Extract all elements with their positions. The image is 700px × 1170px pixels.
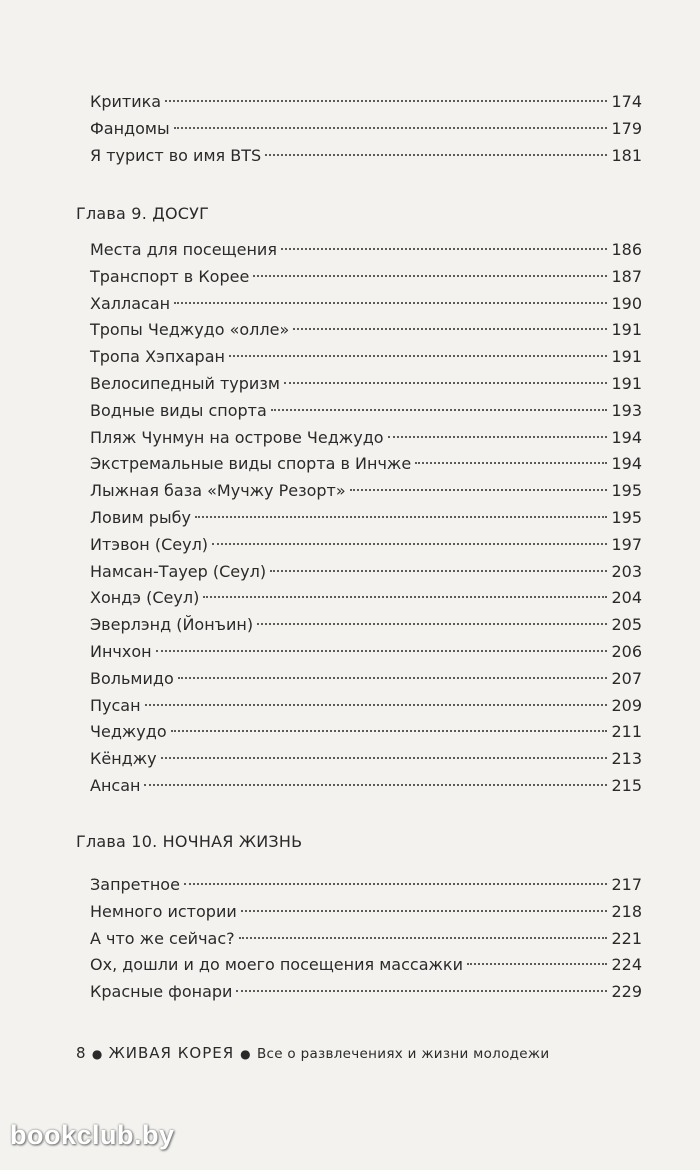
dot-leader <box>293 328 607 330</box>
chapter-heading: Глава 9. ДОСУГ <box>76 204 210 223</box>
toc-entry <box>90 237 642 264</box>
toc-entry <box>90 872 642 899</box>
toc-entry-title: Итэвон (Сеул) <box>90 534 209 554</box>
toc-entry-title: Запретное <box>90 875 180 894</box>
toc-entry-page: 213 <box>611 749 642 769</box>
dot-leader <box>388 436 608 438</box>
dot-leader <box>284 382 608 384</box>
toc-entry <box>90 666 642 693</box>
dot-leader <box>270 570 607 572</box>
dot-leader <box>350 489 608 491</box>
toc-entry-page: 221 <box>611 928 642 948</box>
toc-entry <box>90 371 642 398</box>
toc-entry-page: 215 <box>611 775 642 795</box>
toc-entry-title: Фандомы <box>90 118 170 138</box>
dot-leader <box>156 650 608 652</box>
dot-leader <box>195 516 608 518</box>
dot-leader <box>212 543 607 545</box>
toc-entry-page: 191 <box>611 373 642 393</box>
toc-entry-page: 186 <box>611 240 642 259</box>
dot-leader <box>145 704 608 706</box>
toc-entry <box>90 291 642 318</box>
toc-entry-title: Тропа Хэпхаран <box>90 347 225 367</box>
chapter9-group <box>90 237 642 800</box>
toc-entry <box>90 398 642 425</box>
page-footer <box>76 1042 549 1065</box>
dot-leader <box>265 154 607 156</box>
toc-entry-title: Намсан-Тауер (Сеул) <box>90 561 267 581</box>
toc-entry <box>90 451 642 478</box>
toc-entry-title: Пусан <box>90 695 141 715</box>
toc-entry-page: 229 <box>611 982 642 1002</box>
dot-leader <box>241 910 608 912</box>
toc-entry <box>90 478 642 505</box>
dot-leader <box>239 937 608 939</box>
toc-entry <box>90 143 642 170</box>
toc-entry-page: 194 <box>611 454 642 474</box>
dot-leader <box>178 677 608 679</box>
toc-entry-title: Красные фонари <box>90 982 233 1002</box>
footer-page-number: 8 <box>76 1044 86 1062</box>
toc-entry-title: Транспорт в Корее <box>90 266 250 286</box>
toc-entry-title: Велосипедный туризм <box>90 373 280 393</box>
toc-entry-title: Места для посещения <box>90 240 277 259</box>
toc-entry-page: 207 <box>611 668 642 688</box>
toc-entry-title: Ансан <box>90 775 141 795</box>
toc-entry-page: 187 <box>611 266 642 286</box>
dot-leader <box>171 730 608 732</box>
toc-entry-page: 179 <box>611 118 642 138</box>
toc-entry-page: 218 <box>611 901 642 921</box>
dot-leader <box>271 409 608 411</box>
toc-entry-title: Кёнджу <box>90 749 157 769</box>
toc-entry-page: 204 <box>611 588 642 608</box>
toc-entry <box>90 89 642 116</box>
toc-entry <box>90 746 642 773</box>
footer-series-title: ЖИВАЯ КОРЕЯ <box>108 1044 235 1062</box>
toc-entry <box>90 532 642 559</box>
dot-leader <box>281 248 608 250</box>
watermark: bookclub.by <box>10 1120 175 1150</box>
toc-entry <box>90 505 642 532</box>
dot-leader <box>415 462 607 464</box>
toc-entry-title: Критика <box>90 92 162 111</box>
toc-entry <box>90 116 642 143</box>
dot-leader <box>467 963 607 965</box>
toc-entry-page: 203 <box>611 561 642 581</box>
toc-entry-title: Пляж Чунмун на острове Чеджудо <box>90 427 384 447</box>
dot-leader <box>161 757 608 759</box>
dot-leader <box>174 302 607 304</box>
toc-entry <box>90 979 642 1006</box>
dot-leader <box>184 883 608 885</box>
toc-entry-page: 211 <box>611 722 642 742</box>
toc-entry <box>90 693 642 720</box>
dot-leader <box>253 275 607 277</box>
toc-entry-page: 181 <box>611 145 642 165</box>
toc-entry <box>90 719 642 746</box>
toc-entry-title: Халласан <box>90 293 171 313</box>
toc-entry-page: 195 <box>611 507 642 527</box>
toc-entry-page: 195 <box>611 481 642 501</box>
toc-entry-page: 174 <box>611 92 642 111</box>
toc-entry-title: Ловим рыбу <box>90 507 191 527</box>
bullet-icon: ● <box>91 1047 103 1061</box>
toc-entry <box>90 425 642 452</box>
toc-entry-page: 190 <box>611 293 642 313</box>
toc-entry-title: Эверлэнд (Йонъин) <box>90 615 254 635</box>
toc-entry <box>90 639 642 666</box>
toc-entry-page: 197 <box>611 534 642 554</box>
toc-entry-title: Чеджудо <box>90 722 167 742</box>
toc-entry-title: Немного истории <box>90 901 237 921</box>
toc-top-group <box>90 89 642 169</box>
toc-entry-title: Ох, дошли и до моего посещения массажки <box>90 955 463 975</box>
toc-entry-page: 206 <box>611 641 642 661</box>
toc-entry-title: А что же сейчас? <box>90 928 235 948</box>
toc-entry-title: Инчхон <box>90 641 152 661</box>
dot-leader <box>165 100 607 102</box>
chapter10-group <box>90 872 642 1006</box>
toc-entry-page: 205 <box>611 615 642 635</box>
chapter-heading: Глава 10. НОЧНАЯ ЖИЗНЬ <box>76 832 303 851</box>
toc-entry-title: Тропы Чеджудо «олле» <box>90 320 290 340</box>
toc-entry <box>90 344 642 371</box>
toc-entry-page: 217 <box>611 875 642 894</box>
toc-entry <box>90 264 642 291</box>
dot-leader <box>174 127 608 129</box>
toc-entry-title: Вольмидо <box>90 668 174 688</box>
toc-entry-title: Экстремальные виды спорта в Инчже <box>90 454 412 474</box>
toc-entry <box>90 899 642 926</box>
dot-leader <box>144 784 607 786</box>
toc-entry <box>90 612 642 639</box>
toc-entry <box>90 773 642 800</box>
toc-entry-title: Я турист во имя BTS <box>90 145 262 165</box>
toc-entry <box>90 926 642 953</box>
toc-entry-title: Лыжная база «Мучжу Резорт» <box>90 481 346 501</box>
dot-leader <box>257 623 607 625</box>
dot-leader <box>203 596 607 598</box>
toc-entry-page: 191 <box>611 320 642 340</box>
toc-entry <box>90 559 642 586</box>
toc-entry-page: 191 <box>611 347 642 367</box>
toc-entry <box>90 317 642 344</box>
dot-leader <box>236 990 607 992</box>
toc-entry-page: 193 <box>611 400 642 420</box>
toc-entry-page: 209 <box>611 695 642 715</box>
footer-subtitle: Все о развлечениях и жизни молодежи <box>256 1046 550 1062</box>
toc-entry-page: 194 <box>611 427 642 447</box>
toc-entry-title: Хондэ (Сеул) <box>90 588 200 608</box>
toc-entry <box>90 585 642 612</box>
toc-entry-title: Водные виды спорта <box>90 400 267 420</box>
toc-entry <box>90 952 642 979</box>
dot-leader <box>229 355 607 357</box>
bullet-icon: ● <box>240 1047 251 1061</box>
toc-entry-page: 224 <box>611 955 642 975</box>
